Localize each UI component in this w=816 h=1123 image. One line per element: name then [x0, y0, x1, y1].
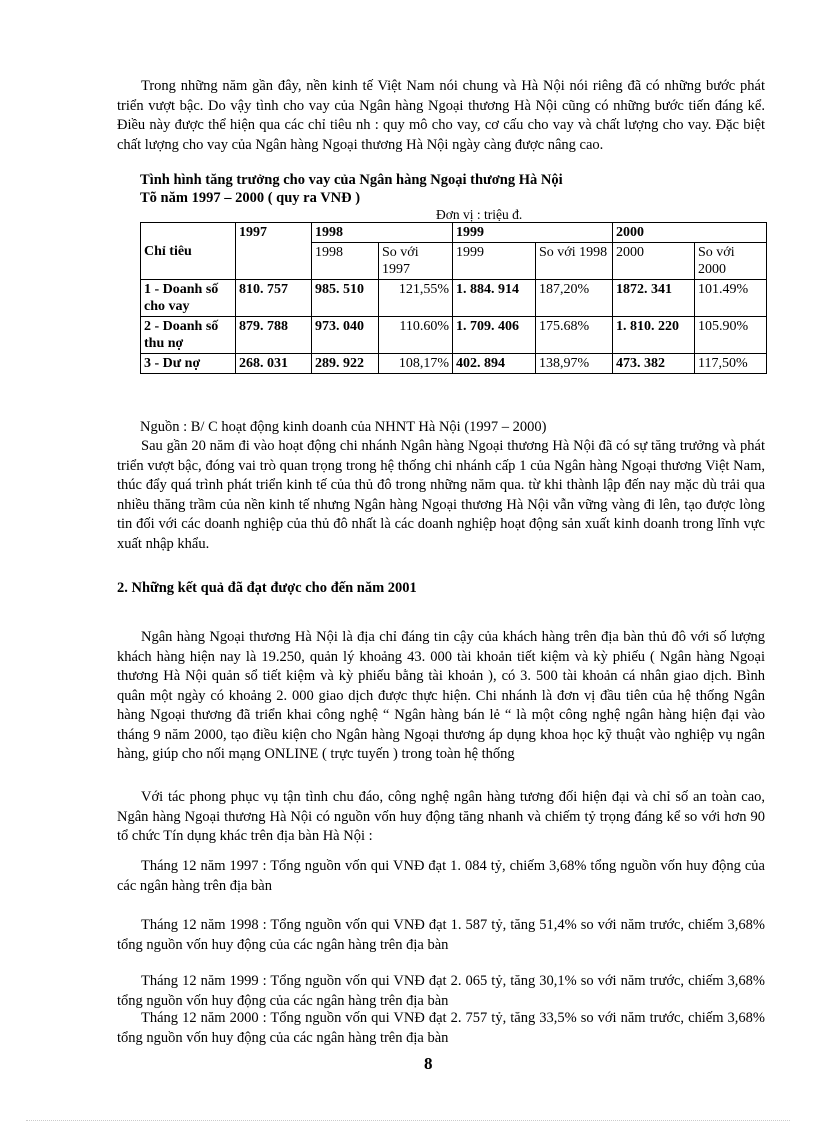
cell-compare-2000: 105.90%: [695, 317, 767, 354]
paragraph-development-text: Sau gần 20 năm đi vào hoạt động chi nhánh Ngân hàng Ngoại thương Hà Nội đã có sự tăng trưởng và phát triển vượt bậc, đóng vai trò quan trọng trong hệ thống chi nhánh cấp 1 của Ngân hàng Ngoại thương Việt Nam, thúc đẩy quá trình phát triển kinh tế của thủ đô trong những năm qua. từ khi thành lập đến nay mặc dù trải qua nhiều thăng trầm của nền kinh tế nhưng Ngân hàng Ngoại thương Hà Nội vẫn vững vàng đi lên, tạo được lòng tin đối với các doanh nghiệp của thủ đô nhất là các doanh nghiệp hoạt động sản xuất kinh doanh trong lĩnh vực xuất nhập khẩu.: [117, 438, 765, 552]
table-row: [141, 280, 767, 317]
paragraph-development: [117, 437, 765, 554]
cell-1999: 402. 894: [453, 354, 536, 374]
unit-label: Đơn vị : triệu đ.: [436, 207, 523, 222]
paragraph-1998: [117, 916, 765, 955]
cell-1998: 973. 040: [312, 317, 379, 354]
subheader-compare-1998: So với 1998: [536, 243, 613, 280]
page-number: 8: [424, 1054, 433, 1073]
cell-compare-1998: 110.60%: [379, 317, 453, 354]
row-label: 2 - Doanh số thu nợ: [141, 317, 236, 354]
cell-2000: 1872. 341: [613, 280, 695, 317]
cell-1998: 985. 510: [312, 280, 379, 317]
header-year-1998: 1998: [312, 223, 453, 243]
cell-compare-1999: 187,20%: [536, 280, 613, 317]
cell-compare-1998: 121,55%: [379, 280, 453, 317]
cell-1997: 879. 788: [236, 317, 312, 354]
header-year-1999: 1999: [453, 223, 613, 243]
paragraph-1997-text: Tháng 12 năm 1997 : Tổng nguồn vốn qui VNĐ đạt 1. 084 tỷ, chiếm 3,68% tổng nguồn vốn huy động của các ngân hàng trên địa bàn: [117, 858, 765, 894]
cell-compare-1999: 175.68%: [536, 317, 613, 354]
section-heading: 2. Những kết quả đã đạt được cho đến năm 2001: [117, 580, 417, 596]
cell-2000: 1. 810. 220: [613, 317, 695, 354]
cell-1999: 1. 709. 406: [453, 317, 536, 354]
table-header-row: [141, 223, 767, 243]
paragraph-1999: [117, 972, 765, 1011]
subheader-1999: 1999: [453, 243, 536, 280]
cell-compare-2000: 101.49%: [695, 280, 767, 317]
row-label: 1 - Doanh số cho vay: [141, 280, 236, 317]
table-row: [141, 317, 767, 354]
paragraph-service-text: Với tác phong phục vụ tận tình chu đáo, công nghệ ngân hàng tương đối hiện đại và chỉ số an toàn cao, Ngân hàng Ngoại thương Hà Nội có nguồn vốn huy động tăng nhanh và chiếm tỷ trọng đáng kể so với hơn 90 tổ chức Tín dụng khác trên địa bàn Hà Nội :: [117, 789, 765, 844]
cell-compare-1998: 108,17%: [379, 354, 453, 374]
cell-1999: 1. 884. 914: [453, 280, 536, 317]
cell-compare-2000: 117,50%: [695, 354, 767, 374]
header-chi-tieu: Chỉ tiêu: [141, 223, 236, 280]
paragraph-2000-text: Tháng 12 năm 2000 : Tổng nguồn vốn qui VNĐ đạt 2. 757 tỷ, tăng 33,5% so với năm trước, chiếm 3,68% tổng nguồn vốn huy động của các ngân hàng trên địa bàn: [117, 1010, 765, 1046]
subheader-compare-2000: So với 2000: [695, 243, 767, 280]
loan-growth-table: [140, 222, 767, 374]
header-year-1997: 1997: [236, 223, 312, 280]
paragraph-1999-text: Tháng 12 năm 1999 : Tổng nguồn vốn qui VNĐ đạt 2. 065 tỷ, tăng 30,1% so với năm trước, chiếm 3,68% tổng nguồn vốn huy động của các ngân hàng trên địa bàn: [117, 973, 765, 1009]
table-title-line-1: Tình hình tăng trưởng cho vay của Ngân hàng Ngoại thương Hà Nội: [140, 172, 563, 188]
subheader-2000: 2000: [613, 243, 695, 280]
table-row: [141, 354, 767, 374]
paragraph-1997: [117, 857, 765, 896]
table-title-line-2: Tõ năm 1997 – 2000 ( quy ra VNĐ ): [140, 190, 361, 206]
cell-1997: 268. 031: [236, 354, 312, 374]
paragraph-customers-text: Ngân hàng Ngoại thương Hà Nội là địa chỉ đáng tin cậy của khách hàng trên địa bàn thủ đô với số lượng khách hàng hiện nay là 19.250, quản lý khoảng 43. 000 tài khoản tiết kiệm và kỳ phiếu ( Ngân hàng Ngoại thương Hà Nội quản sổ tiết kiệm và kỳ phiếu bằng tài khoản ), có 3. 500 tài khoản cá nhân giao dịch. Bình quân một ngày có khoảng 2. 000 giao dịch được thực hiện. Chi nhánh là đơn vị đầu tiên của hệ thống Ngân hàng Ngoại thương đã triển khai công nghệ “ Ngân hàng bán lẻ “ là một công nghệ ngân hàng hiện đại vào tháng 9 năm 2000, tạo điều kiện cho Ngân hàng Ngoại thương áp dụng khoa học kỹ thuật vào nghiệp vụ ngân hàng, giúp cho nối mạng ONLINE ( trực tuyến ) trong toàn hệ thống: [117, 629, 765, 762]
page-bottom-divider: [26, 1120, 790, 1121]
header-year-2000: 2000: [613, 223, 767, 243]
subheader-compare-1997: So với 1997: [379, 243, 453, 280]
paragraph-customers: [117, 628, 765, 765]
cell-2000: 473. 382: [613, 354, 695, 374]
paragraph-2000: [117, 1009, 765, 1048]
paragraph-1998-text: Tháng 12 năm 1998 : Tổng nguồn vốn qui VNĐ đạt 1. 587 tỷ, tăng 51,4% so với năm trước, chiếm 3,68% tổng nguồn vốn huy động của các ngân hàng trên địa bàn: [117, 917, 765, 953]
intro-text: Trong những năm gần đây, nền kinh tế Việt Nam nói chung và Hà Nội nói riêng đã có những bước phát triển vượt bậc. Do vậy tình cho vay của Ngân hàng Ngoại thương Hà Nội cũng có những bước tiến đáng kể. Điều này được thể hiện qua các chỉ tiêu nh : quy mô cho vay, cơ cấu cho vay và chất lượng cho vay. Đặc biệt chất lượng cho vay của Ngân hàng Ngoại thương Hà Nội ngày càng được nâng cao.: [117, 78, 765, 153]
cell-compare-1999: 138,97%: [536, 354, 613, 374]
cell-1997: 810. 757: [236, 280, 312, 317]
cell-1998: 289. 922: [312, 354, 379, 374]
intro-paragraph: [117, 77, 765, 155]
row-label: 3 - Dư nợ: [141, 354, 236, 374]
table-source: Nguồn : B/ C hoạt động kinh doanh của NHNT Hà Nội (1997 – 2000): [140, 419, 547, 435]
paragraph-service: [117, 788, 765, 847]
subheader-1998: 1998: [312, 243, 379, 280]
